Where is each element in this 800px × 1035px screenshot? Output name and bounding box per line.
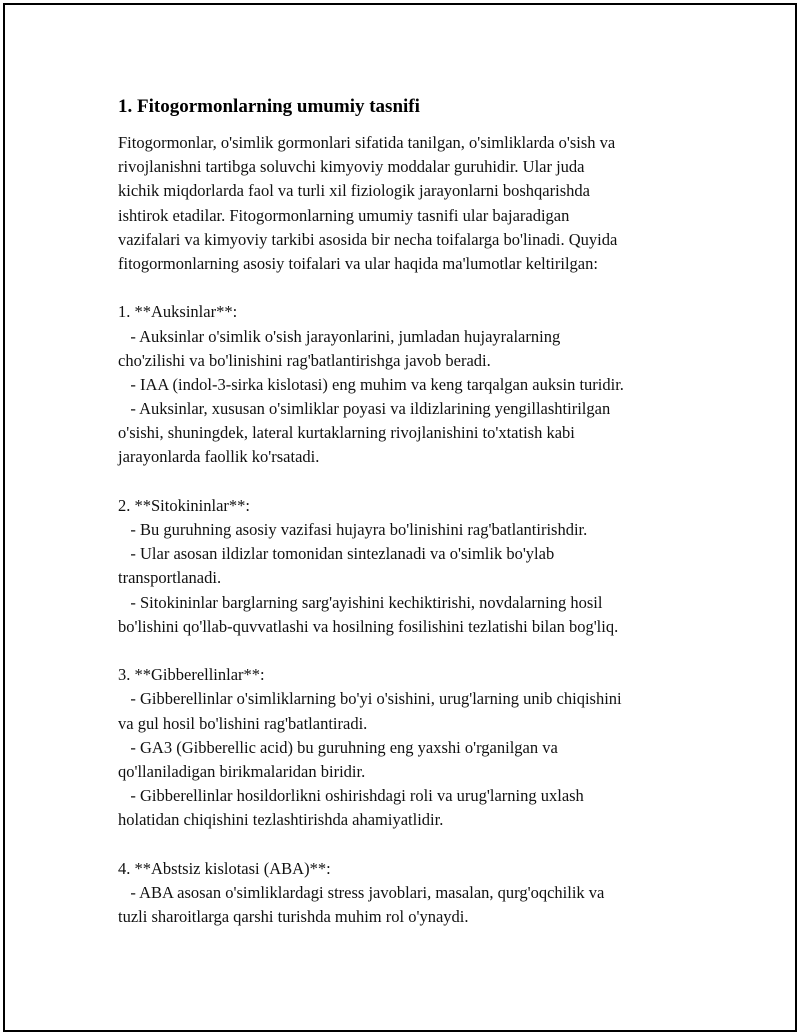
section-line: - Gibberellinlar hosildorlikni oshirishdagi roli va urug'larning uxlash (118, 786, 584, 806)
section-abstsiz-kislotasi (118, 857, 718, 930)
section-line: va gul hosil bo'lishini rag'batlantiradi. (118, 713, 368, 733)
section-line: - Auksinlar, xususan o'simliklar poyasi va ildizlarining yengillashtirilgan (118, 399, 611, 419)
intro-paragraph (118, 131, 718, 276)
section-title: 3. **Gibberellinlar**: (118, 665, 265, 685)
section-title: 1. **Auksinlar**: (118, 302, 238, 322)
intro-line: ishtirok etadilar. Fitogormonlarning umumiy tasnifi ular bajaradigan (118, 205, 570, 225)
section-line: - Bu guruhning asosiy vazifasi hujayra bo'linishini rag'batlantirishdir. (118, 520, 588, 539)
intro-line: vazifalari va kimyoviy tarkibi asosida bir necha toifalarga bo'linadi. Quyida (118, 229, 618, 249)
document-heading: 1. Fitogormonlarning umumiy tasnifi (118, 96, 420, 117)
section-line: - Gibberellinlar o'simliklarning bo'yi o'sishini, urug'larning unib chiqishini (118, 689, 622, 709)
intro-line: fitogormonlarning asosiy toifalari va ular haqida ma'lumotlar keltirilgan: (118, 253, 598, 273)
section-line: - Auksinlar o'simlik o'sish jarayonlarini, jumladan hujayralarning (118, 326, 561, 346)
intro-line: kichik miqdorlarda faol va turli xil fiziologik jarayonlarni boshqarishda (118, 181, 590, 201)
intro-line: rivojlanishni tartibga soluvchi kimyoviy moddalar guruhidir. Ular juda (118, 157, 585, 177)
section-line: holatidan chiqishini tezlashtirishda ahamiyatlidir. (118, 810, 444, 830)
paragraph-gap (118, 470, 718, 494)
section-title: 2. **Sitokininlar**: (118, 495, 250, 515)
section-line: - GA3 (Gibberellic acid) bu guruhning eng yaxshi o'rganilgan va (118, 737, 558, 757)
section-line: qo'llaniladigan birikmalaridan biridir. (118, 761, 366, 781)
section-line: tuzli sharoitlarga qarshi turishda muhim rol o'ynaydi. (118, 907, 469, 926)
intro-line: Fitogormonlar, o'simlik gormonlari sifatida tanilgan, o'simliklarda o'sish va (118, 133, 616, 152)
paragraph-gap (118, 639, 718, 663)
section-line: transportlanadi. (118, 568, 222, 588)
section-title: 4. **Abstsiz kislotasi (ABA)**: (118, 858, 331, 878)
paragraph-gap (118, 832, 718, 856)
section-line: - Sitokininlar barglarning sarg'ayishini kechiktirishi, novdalarning hosil (118, 592, 603, 612)
section-line: o'sishi, shuningdek, lateral kurtaklarning rivojlanishini to'xtatish kabi (118, 423, 575, 443)
section-line: - ABA asosan o'simliklardagi stress javoblari, masalan, qurg'oqchilik va (118, 882, 605, 902)
section-line: - Ular asosan ildizlar tomonidan sintezlanadi va o'simlik bo'ylab (118, 544, 555, 564)
section-gibberellinlar (118, 663, 718, 832)
section-auksinlar (118, 300, 718, 469)
section-line: bo'lishini qo'llab-quvvatlashi va hosilning fosilishini tezlatishi bilan bog'liq. (118, 616, 619, 636)
section-line: - IAA (indol-3-sirka kislotasi) eng muhim va keng tarqalgan auksin turidir. (118, 374, 624, 394)
section-line: cho'zilishi va bo'linishini rag'batlantirishga javob beradi. (118, 350, 491, 370)
paragraph-gap (118, 276, 718, 300)
document-body (118, 95, 718, 929)
section-line: jarayonlarda faollik ko'rsatadi. (118, 447, 320, 467)
section-sitokininlar (118, 494, 718, 639)
